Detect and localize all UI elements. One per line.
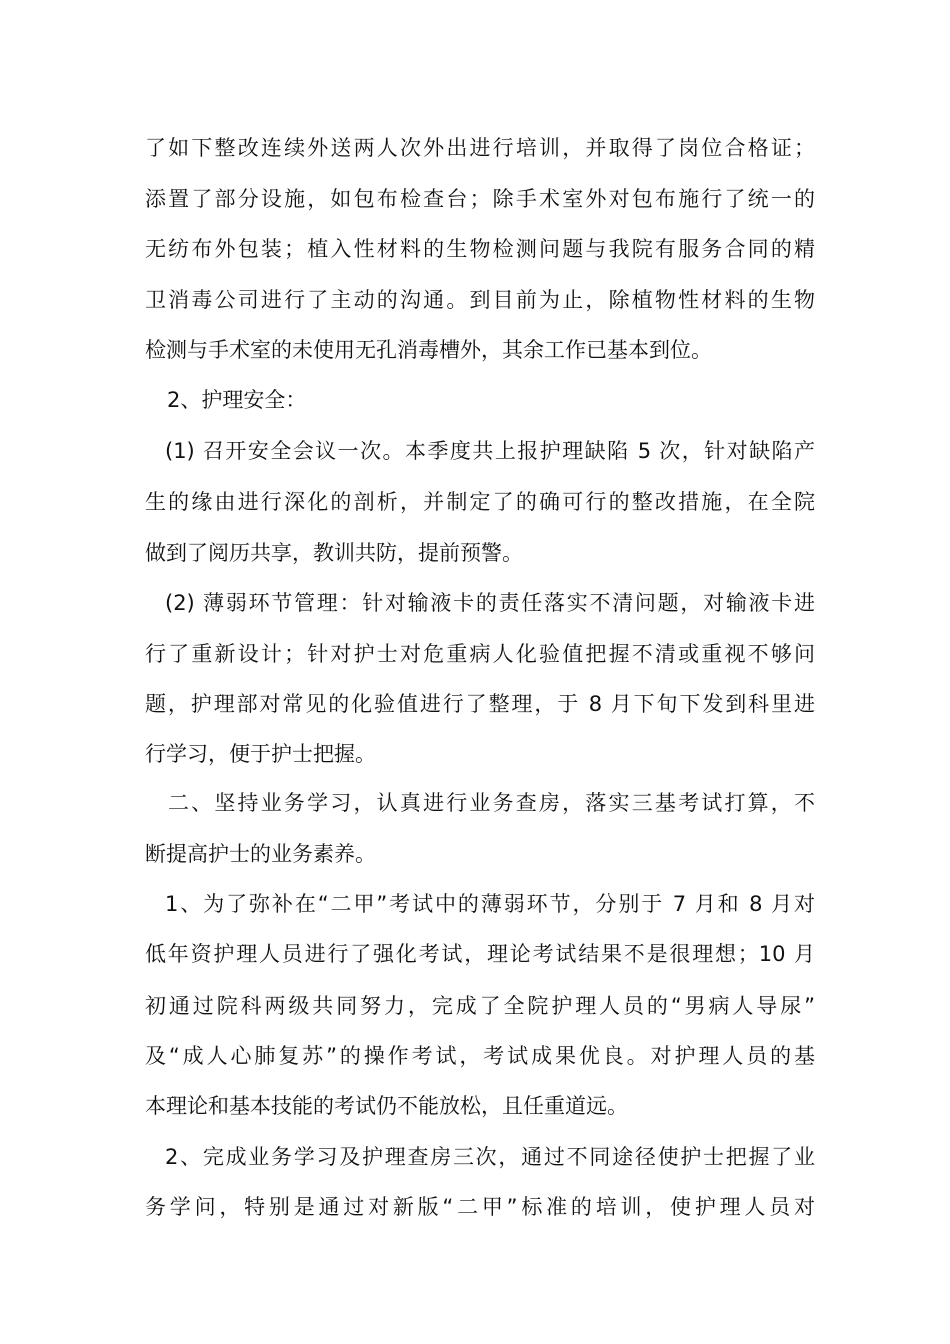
text-line: 行了重新设计；针对护士对危重病人化验值把握不清或重视不够问 xyxy=(145,642,815,666)
text-line: 初通过院科两级共同努力，完成了全院护理人员的“男病人导尿” xyxy=(145,994,815,1018)
text-line: 生的缘由进行深化的剖析，并制定了的确可行的整改措施，在全院 xyxy=(145,490,815,514)
text-line: (2) 薄弱环节管理：针对输液卡的责任落实不清问题，对输液卡进 xyxy=(165,591,815,615)
section-heading: 二、坚持业务学习，认真进行业务查房，落实三基考试打算，不 xyxy=(168,791,815,815)
text-line: 1、为了弥补在“二甲”考试中的薄弱环节，分别于 7 月和 8 月对 xyxy=(165,892,815,916)
section-heading: 2、护理安全： xyxy=(167,388,307,412)
text-line: 及“成人心肺复苏”的操作考试，考试成果优良。对护理人员的基 xyxy=(145,1044,815,1068)
text-line: 无纺布外包装；植入性材料的生物检测问题与我院有服务合同的精 xyxy=(145,237,815,261)
text-line: 低年资护理人员进行了强化考试，理论考试结果不是很理想；10 月 xyxy=(145,942,815,966)
text-line: 了如下整改连续外送两人次外出进行培训，并取得了岗位合格证； xyxy=(145,136,815,160)
text-line: 做到了阅历共享，教训共防，提前预警。 xyxy=(145,541,523,565)
text-line: 本理论和基本技能的考试仍不能放松，且任重道远。 xyxy=(145,1094,628,1118)
text-line: 检测与手术室的未使用无孔消毒槽外，其余工作已基本到位。 xyxy=(145,338,712,362)
text-line: 断提高护士的业务素养。 xyxy=(145,842,376,866)
text-line: 行学习，便于护士把握。 xyxy=(145,742,376,766)
text-line: (1) 召开安全会议一次。本季度共上报护理缺陷 5 次，针对缺陷产 xyxy=(165,439,815,463)
text-line: 卫消毒公司进行了主动的沟通。到目前为止，除植物性材料的生物 xyxy=(145,288,815,312)
text-line: 务学问，特别是通过对新版“二甲”标准的培训，使护理人员对 xyxy=(145,1195,815,1219)
text-line: 2、完成业务学习及护理查房三次，通过不同途径使护士把握了业 xyxy=(165,1145,815,1169)
text-line: 题，护理部对常见的化验值进行了整理，于 8 月下旬下发到科里进 xyxy=(145,692,815,716)
text-line: 添置了部分设施，如包布检查台；除手术室外对包布施行了统一的 xyxy=(145,187,815,211)
